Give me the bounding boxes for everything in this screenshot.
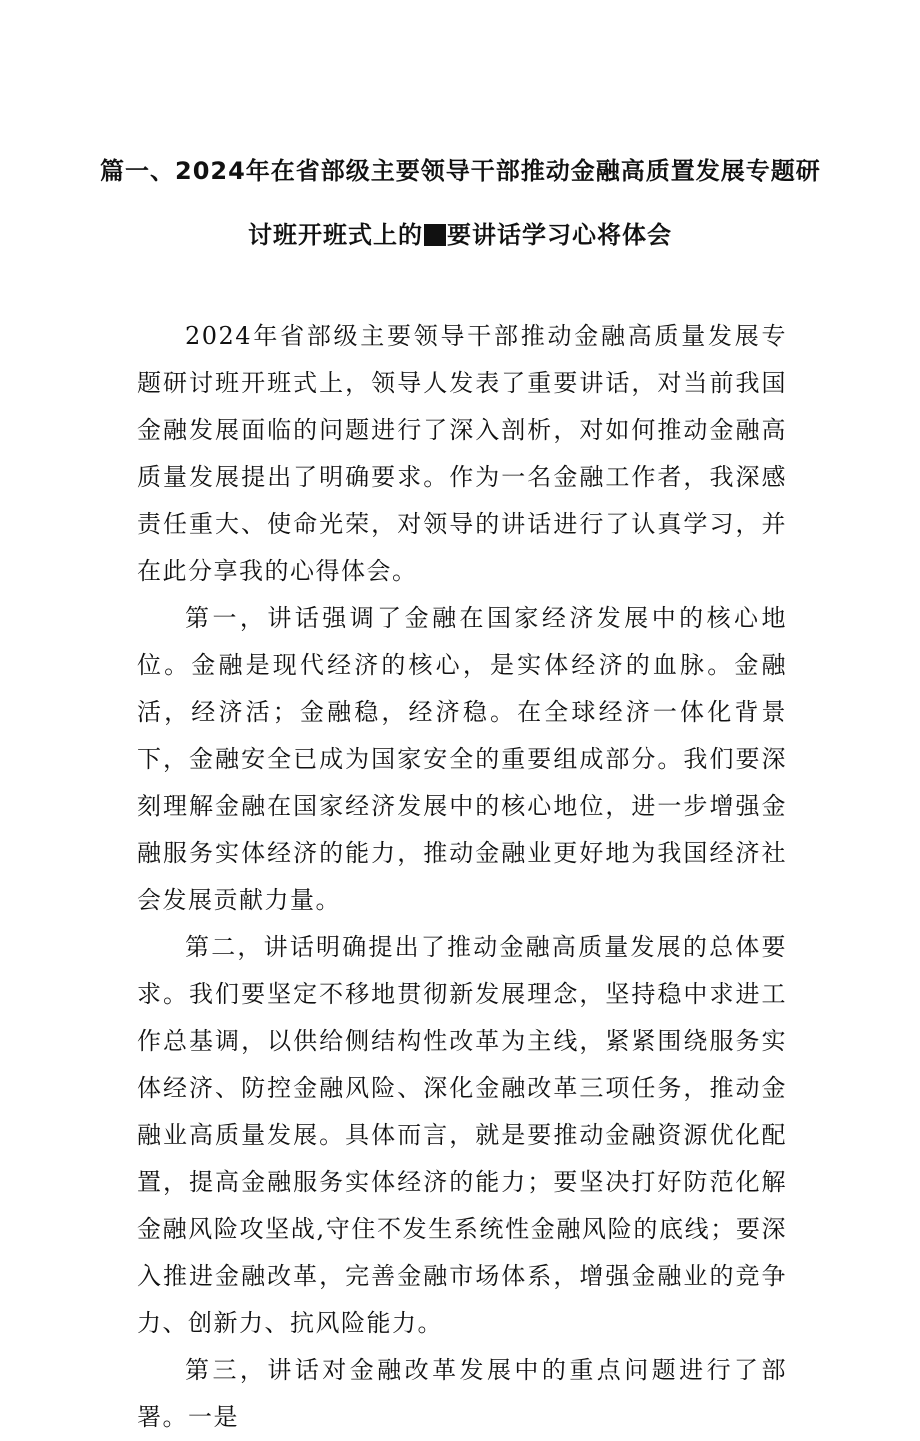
redacted-block-icon: [424, 224, 446, 246]
document-title-line-1: 篇一、2024年在省部级主要领导干部推动金融高质置发展专题研: [100, 157, 821, 185]
document-title-line-2: [100, 215, 820, 250]
document-body: [137, 313, 787, 1441]
body-paragraph-third-point: 第三，讲话对金融改革发展中的重点问题进行了部署。一是: [137, 1356, 787, 1431]
body-paragraph-intro: 2024年省部级主要领导干部推动金融高质量发展专题研讨班开班式上，领导人发表了重要讲话，对当前我国金融发展面临的问题进行了深入剖析，对如何推动金融高质量发展提出了明确要求。作为一名金融工作者，我深感责任重大、使命光荣，对领导的讲话进行了认真学习，并在此分享我的心得体会。: [137, 322, 787, 585]
title-line-2-start: 讨班开班式上的: [248, 221, 423, 249]
body-paragraph-second-point: 第二，讲话明确提出了推动金融高质量发展的总体要求。我们要坚定不移地贯彻新发展理念，坚持稳中求进工作总基调，以供给侧结构性改革为主线，紧紧围绕服务实体经济、防控金融风险、深化金融改革三项任务，推动金融业高质量发展。具体而言，就是要推动金融资源优化配置，提高金融服务实体经济的能力；要坚决打好防范化解金融风险攻坚战,守住不发生系统性金融风险的底线；要深入推进金融改革，完善金融市场体系，增强金融业的竞争力、创新力、抗风险能力。: [137, 933, 787, 1337]
body-paragraph-first-point: 第一，讲话强调了金融在国家经济发展中的核心地位。金融是现代经济的核心，是实体经济的血脉。金融活，经济活；金融稳，经济稳。在全球经济一体化背景下，金融安全已成为国家安全的重要组成部分。我们要深刻理解金融在国家经济发展中的核心地位，进一步增强金融服务实体经济的能力，推动金融业更好地为我国经济社会发展贡献力量。: [137, 604, 787, 914]
title-line-2-end: 要讲话学习心将体会: [447, 221, 672, 249]
